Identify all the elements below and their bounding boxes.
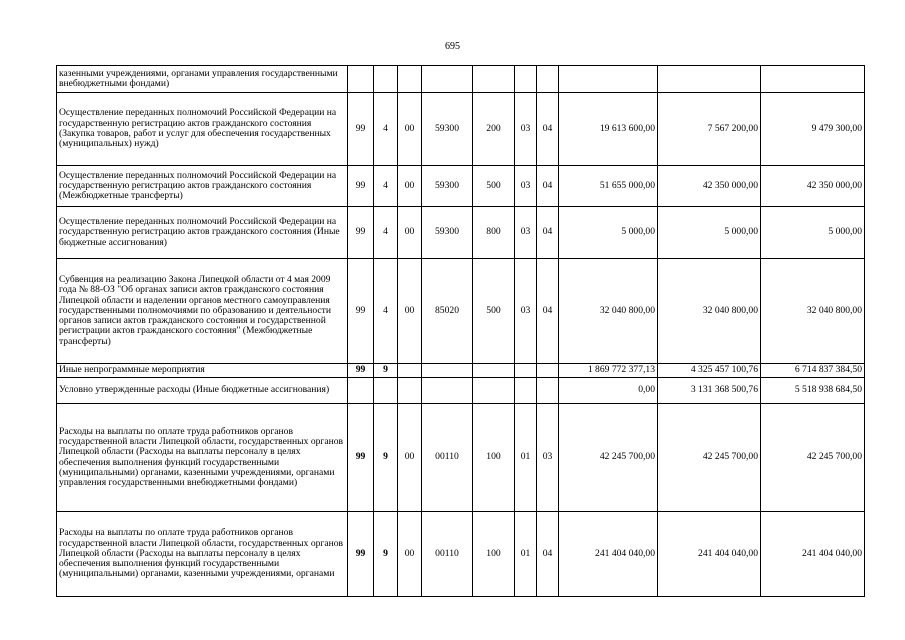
table-row: [57, 66, 865, 93]
code-7: 04: [537, 512, 559, 597]
table-row: [57, 93, 865, 166]
amount-3: 42 350 000,00: [761, 166, 865, 207]
code-4: [422, 378, 473, 404]
code-7: 04: [537, 93, 559, 166]
expense-name: Осуществление переданных полномочий Российской Федерации на государственную регистрацию актов гражданского состояния (Межбюджетные трансферты): [57, 166, 348, 207]
amount-1: 51 655 000,00: [559, 166, 658, 207]
code-3: 00: [398, 512, 422, 597]
expense-name: Расходы на выплаты по оплате труда работников органов государственной власти Липецкой области, государственных органов Липецкой области (Расходы на выплаты персоналу в целях обеспечения выполнения функций государственными (муниципальными) органами, казенными учреждениями, органами управления государственными внебюджетными фондами): [57, 404, 348, 512]
expense-name: Осуществление переданных полномочий Российской Федерации на государственную регистрацию актов гражданского состояния (Закупка товаров, работ и услуг для обеспечения государственных (муниципальных) нужд): [57, 93, 348, 166]
code-6: 03: [515, 93, 537, 166]
code-5: 500: [473, 166, 515, 207]
code-4: [422, 364, 473, 378]
amount-2: 241 404 040,00: [658, 512, 761, 597]
code-2: 4: [374, 166, 398, 207]
code-2: [374, 66, 398, 93]
amount-1: 19 613 600,00: [559, 93, 658, 166]
code-4: 85020: [422, 259, 473, 364]
code-1: [348, 66, 374, 93]
amount-1: 42 245 700,00: [559, 404, 658, 512]
code-1: 99: [348, 93, 374, 166]
amount-1: 241 404 040,00: [559, 512, 658, 597]
code-6: 01: [515, 512, 537, 597]
code-7: [537, 66, 559, 93]
code-6: 03: [515, 166, 537, 207]
amount-2: [658, 66, 761, 93]
code-5: [473, 378, 515, 404]
code-1: 99: [348, 166, 374, 207]
code-5: 200: [473, 93, 515, 166]
amount-1: [559, 66, 658, 93]
code-6: 01: [515, 404, 537, 512]
table-row: [57, 364, 865, 378]
expense-name: Условно утвержденные расходы (Иные бюджетные ассигнования): [57, 378, 348, 404]
amount-3: 5 000,00: [761, 207, 865, 259]
code-1: 99: [348, 404, 374, 512]
code-7: 04: [537, 259, 559, 364]
expense-name: Субвенция на реализацию Закона Липецкой области от 4 мая 2009 года № 88-ОЗ "Об органах записи актов гражданского состояния Липецкой области и наделении органов местного самоуправления государственными полномочиями по образованию и деятельности органов записи актов гражданского состояния и государственной регистрации актов гражданского состояния" (Межбюджетные трансферты): [57, 259, 348, 364]
amount-1: 32 040 800,00: [559, 259, 658, 364]
code-4: 00110: [422, 512, 473, 597]
code-5: 100: [473, 404, 515, 512]
expense-name: Расходы на выплаты по оплате труда работников органов государственной власти Липецкой области, государственных органов Липецкой области (Расходы на выплаты персоналу в целях обеспечения выполнения функций государственными (муниципальными) органами, казенными учреждениями, органами: [57, 512, 348, 597]
code-3: [398, 364, 422, 378]
code-1: 99: [348, 259, 374, 364]
code-5: [473, 364, 515, 378]
code-6: [515, 66, 537, 93]
amount-2: 42 245 700,00: [658, 404, 761, 512]
code-5: 500: [473, 259, 515, 364]
code-3: 00: [398, 259, 422, 364]
code-4: 59300: [422, 207, 473, 259]
expense-name: Иные непрограммные мероприятия: [57, 364, 348, 378]
amount-2: 42 350 000,00: [658, 166, 761, 207]
amount-3: 241 404 040,00: [761, 512, 865, 597]
amount-3: 9 479 300,00: [761, 93, 865, 166]
amount-3: 42 245 700,00: [761, 404, 865, 512]
amount-2: 4 325 457 100,76: [658, 364, 761, 378]
code-4: [422, 66, 473, 93]
code-3: 00: [398, 207, 422, 259]
amount-2: 3 131 368 500,76: [658, 378, 761, 404]
code-2: 9: [374, 512, 398, 597]
table-row: [57, 378, 865, 404]
table-row: [57, 207, 865, 259]
budget-table: [56, 65, 865, 597]
code-1: 99: [348, 512, 374, 597]
page-number: 695: [445, 41, 460, 52]
code-4: 59300: [422, 93, 473, 166]
code-5: [473, 66, 515, 93]
code-3: [398, 66, 422, 93]
code-3: [398, 378, 422, 404]
amount-3: 5 518 938 684,50: [761, 378, 865, 404]
code-6: 03: [515, 259, 537, 364]
table-row: [57, 259, 865, 364]
code-2: [374, 378, 398, 404]
code-6: 03: [515, 207, 537, 259]
code-2: 4: [374, 207, 398, 259]
code-5: 800: [473, 207, 515, 259]
amount-3: 6 714 837 384,50: [761, 364, 865, 378]
amount-1: 1 869 772 377,13: [559, 364, 658, 378]
amount-3: 32 040 800,00: [761, 259, 865, 364]
code-6: [515, 364, 537, 378]
code-4: 59300: [422, 166, 473, 207]
amount-2: 5 000,00: [658, 207, 761, 259]
code-1: 99: [348, 364, 374, 378]
code-7: 04: [537, 207, 559, 259]
budget-table-body: [57, 66, 865, 597]
amount-1: 5 000,00: [559, 207, 658, 259]
expense-name: Осуществление переданных полномочий Российской Федерации на государственную регистрацию актов гражданского состояния (Иные бюджетные ассигнования): [57, 207, 348, 259]
amount-2: 32 040 800,00: [658, 259, 761, 364]
code-3: 00: [398, 93, 422, 166]
code-1: [348, 378, 374, 404]
amount-3: [761, 66, 865, 93]
code-2: 9: [374, 364, 398, 378]
code-7: [537, 364, 559, 378]
code-7: 03: [537, 404, 559, 512]
table-row: [57, 404, 865, 512]
code-5: 100: [473, 512, 515, 597]
amount-1: 0,00: [559, 378, 658, 404]
code-3: 00: [398, 166, 422, 207]
code-1: 99: [348, 207, 374, 259]
code-2: 4: [374, 259, 398, 364]
code-2: 9: [374, 404, 398, 512]
code-4: 00110: [422, 404, 473, 512]
code-3: 00: [398, 404, 422, 512]
table-row: [57, 512, 865, 597]
code-2: 4: [374, 93, 398, 166]
amount-2: 7 567 200,00: [658, 93, 761, 166]
expense-name: казенными учреждениями, органами управления государственными внебюджетными фондами): [57, 66, 348, 93]
table-row: [57, 166, 865, 207]
code-7: 04: [537, 166, 559, 207]
code-6: [515, 378, 537, 404]
code-7: [537, 378, 559, 404]
